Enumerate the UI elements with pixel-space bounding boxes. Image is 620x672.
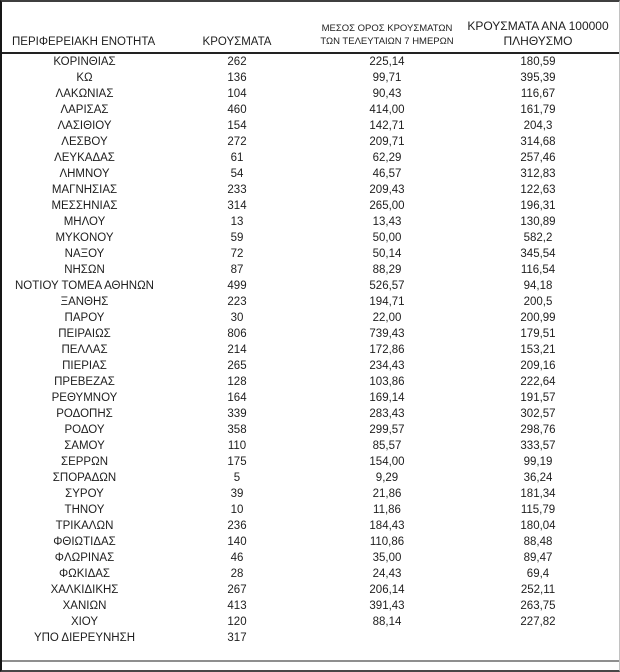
- table-row: [2, 230, 619, 246]
- table-cell: ΠΕΙΡΑΙΩΣ: [58, 328, 111, 340]
- table-cell: ΡΟΔΟΠΗΣ: [56, 408, 113, 420]
- table-cell: 30: [230, 312, 244, 324]
- table-cell: 739,43: [369, 328, 405, 340]
- table-cell: 209,16: [520, 360, 556, 372]
- table-cell: 209,71: [369, 136, 405, 148]
- table-cell: 21,86: [372, 488, 402, 500]
- table-cell: 200,99: [520, 312, 556, 324]
- column-header-avg-7day-line1: ΜΕΣΟΣ ΟΡΟΣ ΚΡΟΥΣΜΑΤΩΝ: [321, 23, 453, 34]
- table-cell: 89,47: [523, 552, 553, 564]
- table-cell: 142,71: [369, 120, 405, 132]
- table-cell: 94,18: [523, 280, 553, 292]
- table-cell: 99,71: [372, 72, 402, 84]
- table-cell: 333,57: [520, 440, 556, 452]
- table-cell: 13: [230, 216, 244, 228]
- table-cell: ΛΑΚΩΝΙΑΣ: [55, 88, 114, 100]
- table-cell: 50,00: [372, 232, 402, 244]
- table-cell: ΣΕΡΡΩΝ: [60, 456, 109, 468]
- table-cell: 262: [227, 56, 247, 68]
- table-row: [2, 246, 619, 262]
- column-header-avg-7day-line2: ΤΩΝ ΤΕΛΕΥΤΑΙΩΝ 7 ΗΜΕΡΩΝ: [320, 35, 454, 47]
- table-row: [2, 118, 619, 134]
- table-cell: ΞΑΝΘΗΣ: [60, 296, 109, 308]
- table-row: [2, 214, 619, 230]
- table-cell: 140: [227, 536, 247, 548]
- table-cell: 61: [230, 152, 244, 164]
- table-cell: 88,48: [523, 536, 553, 548]
- table-row: [2, 518, 619, 534]
- table-cell: 39: [230, 488, 244, 500]
- table-cell: 116,54: [520, 264, 556, 276]
- table-cell: ΜΕΣΣΗΝΙΑΣ: [51, 200, 118, 212]
- table-cell: ΡΟΔΟΥ: [64, 424, 105, 436]
- table-cell: 99,19: [523, 456, 553, 468]
- table-cell: 227,82: [520, 616, 556, 628]
- table-row: [2, 582, 619, 598]
- table-cell: 122,63: [520, 184, 556, 196]
- table-cell: 358: [227, 424, 247, 436]
- table-cell: 339: [227, 408, 247, 420]
- table-row: [2, 406, 619, 422]
- table-cell: 11,86: [373, 504, 401, 516]
- table-cell: 87: [230, 264, 244, 276]
- table-cell: 10: [230, 504, 244, 516]
- table-cell: 184,43: [369, 520, 405, 532]
- table-cell: 222,64: [520, 376, 556, 388]
- table-cell: ΣΥΡΟΥ: [65, 488, 104, 500]
- table-cell: 35,00: [372, 552, 402, 564]
- table-cell: 252,11: [520, 584, 556, 596]
- table-cell: 85,57: [372, 440, 402, 452]
- table-body: [2, 53, 619, 646]
- table-row: [2, 342, 619, 358]
- table-header-row: [2, 19, 619, 53]
- column-header-region: ΠΕΡΙΦΕΡΕΙΑΚΗ ΕΝΟΤΗΤΑ: [12, 36, 156, 48]
- table-cell: 59: [230, 232, 244, 244]
- table-cell: ΧΑΝΙΩΝ: [62, 600, 107, 612]
- table-cell: 413: [227, 600, 247, 612]
- table-cell: 526,57: [369, 280, 405, 292]
- table-cell: 130,89: [520, 216, 556, 228]
- table-cell: 391,43: [369, 600, 405, 612]
- table-row: [2, 502, 619, 518]
- table-cell: 104: [227, 88, 247, 100]
- table-cell: ΜΗΛΟΥ: [63, 216, 106, 228]
- column-header-per-100k: [467, 19, 619, 53]
- table-cell: 181,34: [520, 488, 556, 500]
- table-row: [2, 182, 619, 198]
- table-cell: 116,67: [520, 88, 556, 100]
- table-cell: 298,76: [520, 424, 556, 436]
- table-cell: 179,51: [520, 328, 556, 340]
- table-cell: 302,57: [520, 408, 556, 420]
- table-row: [2, 294, 619, 310]
- table-cell: 50,14: [372, 248, 402, 260]
- table-cell: 154: [227, 120, 247, 132]
- table-cell: 13,43: [372, 216, 402, 228]
- table-row: [2, 550, 619, 566]
- table-cell: 196,31: [520, 200, 556, 212]
- table-cell: ΚΟΡΙΝΘΙΑΣ: [53, 56, 116, 68]
- table-cell: 299,57: [369, 424, 405, 436]
- table-cell: ΛΕΣΒΟΥ: [61, 136, 108, 148]
- table-cell: 460: [227, 104, 247, 116]
- table-cell: ΦΩΚΙΔΑΣ: [58, 568, 111, 580]
- table-cell: ΝΟΤΙΟΥ ΤΟΜΕΑ ΑΘΗΝΩΝ: [15, 280, 154, 292]
- table-row: [2, 614, 619, 630]
- table-row: [2, 262, 619, 278]
- table-cell: 172,86: [369, 344, 405, 356]
- table-cell: [467, 630, 619, 646]
- table-cell: 257,46: [520, 152, 556, 164]
- table-cell: 22,00: [372, 312, 402, 324]
- table-cell: 110: [227, 440, 247, 452]
- table-cell: 194,71: [369, 296, 405, 308]
- table-cell: ΧΑΛΚΙΔΙΚΗΣ: [50, 584, 119, 596]
- table-cell: 110,86: [369, 536, 405, 548]
- table-cell: 62,29: [372, 152, 402, 164]
- table-row: [2, 598, 619, 614]
- table-cell: 414,00: [369, 104, 405, 116]
- table-cell: [307, 630, 467, 646]
- table-row: [2, 102, 619, 118]
- table-row: [2, 150, 619, 166]
- table-cell: ΠΕΛΛΑΣ: [61, 344, 108, 356]
- table-cell: 263,75: [520, 600, 556, 612]
- table-cell: 214: [227, 344, 247, 356]
- table-cell: 314,68: [520, 136, 556, 148]
- table-cell: 345,54: [520, 248, 556, 260]
- table-row: [2, 53, 619, 70]
- table-cell: ΝΑΞΟΥ: [64, 248, 105, 260]
- table-cell: 265: [227, 360, 247, 372]
- table-cell: 103,86: [369, 376, 405, 388]
- table-cell: ΛΗΜΝΟΥ: [59, 168, 110, 180]
- table-cell: ΠΙΕΡΙΑΣ: [62, 360, 107, 372]
- table-cell: ΠΡΕΒΕΖΑΣ: [54, 376, 115, 388]
- table-cell: ΧΙΟΥ: [70, 616, 99, 628]
- table-cell: 265,00: [369, 200, 405, 212]
- table-cell: 236: [227, 520, 247, 532]
- table-row: [2, 454, 619, 470]
- table-cell: 36,24: [523, 472, 553, 484]
- table-cell: 154,00: [369, 456, 405, 468]
- table-cell: ΥΠΟ ΔΙΕΡΕΥΝΗΣΗ: [33, 632, 136, 644]
- column-header-cases: ΚΡΟΥΣΜΑΤΑ: [202, 36, 272, 48]
- table-row: [2, 438, 619, 454]
- table-row: [2, 486, 619, 502]
- table-cell: 209,43: [369, 184, 405, 196]
- table-cell: 180,59: [520, 56, 556, 68]
- table-cell: 200,5: [523, 296, 553, 308]
- table-cell: 9,29: [375, 472, 399, 484]
- table-cell: ΣΑΜΟΥ: [64, 440, 105, 452]
- table-cell: 24,43: [372, 568, 402, 580]
- table-row: [2, 630, 619, 646]
- table-row: [2, 390, 619, 406]
- table-cell: ΡΕΘΥΜΝΟΥ: [51, 392, 118, 404]
- table-cell: 54: [230, 168, 244, 180]
- table-cell: ΚΩ: [76, 72, 93, 84]
- table-cell: 28: [230, 568, 244, 580]
- table-cell: 153,21: [520, 344, 556, 356]
- table-row: [2, 166, 619, 182]
- table-cell: 206,14: [369, 584, 405, 596]
- table-cell: ΜΑΓΝΗΣΙΑΣ: [51, 184, 118, 196]
- table-cell: 88,14: [372, 616, 402, 628]
- table-cell: 283,43: [369, 408, 405, 420]
- table-cell: 204,3: [523, 120, 553, 132]
- table-row: [2, 310, 619, 326]
- table-cell: ΠΑΡΟΥ: [64, 312, 105, 324]
- table-row: [2, 326, 619, 342]
- table-row: [2, 422, 619, 438]
- table-cell: 115,79: [520, 504, 556, 516]
- table-cell: 225,14: [369, 56, 405, 68]
- table-row: [2, 534, 619, 550]
- table-cell: 128: [227, 376, 247, 388]
- table-cell: ΛΑΣΙΘΙΟΥ: [57, 120, 112, 132]
- table-header: [2, 19, 619, 53]
- table-cell: ΛΑΡΙΣΑΣ: [60, 104, 109, 116]
- table-row: [2, 134, 619, 150]
- table-cell: ΦΘΙΩΤΙΔΑΣ: [53, 536, 116, 548]
- column-header-avg-7day: [307, 19, 467, 53]
- table-cell: ΜΥΚΟΝΟΥ: [55, 232, 114, 244]
- table-cell: ΛΕΥΚΑΔΑΣ: [54, 152, 115, 164]
- table-cell: 806: [227, 328, 247, 340]
- table-cell: 161,79: [520, 104, 556, 116]
- table-cell: 169,14: [369, 392, 405, 404]
- table-cell: 267: [227, 584, 247, 596]
- table-cell: ΤΗΝΟΥ: [64, 504, 105, 516]
- table-cell: 312,83: [520, 168, 556, 180]
- table-cell: ΣΠΟΡΑΔΩΝ: [52, 472, 117, 484]
- table-row: [2, 470, 619, 486]
- table-cell: 72: [230, 248, 244, 260]
- table-cell: 46: [230, 552, 244, 564]
- table-cell: ΝΗΣΩΝ: [64, 264, 105, 276]
- table-cell: 233: [227, 184, 247, 196]
- column-header-per-100k-line1: ΚΡΟΥΣΜΑΤΑ ΑΝΑ 100000: [467, 19, 609, 33]
- table-cell: ΦΛΩΡΙΝΑΣ: [54, 552, 115, 564]
- table-cell: 180,04: [520, 520, 556, 532]
- table-cell: 5: [233, 472, 241, 484]
- table-row: [2, 278, 619, 294]
- table-row: [2, 70, 619, 86]
- table-cell: 317: [227, 632, 247, 644]
- column-header-per-100k-line2: ΠΛΗΘΥΣΜΟ: [503, 33, 573, 48]
- table-cell: 120: [227, 616, 247, 628]
- table-cell: 164: [227, 392, 247, 404]
- table-bottom-rule: [2, 660, 619, 662]
- table-cell: 582,2: [523, 232, 553, 244]
- table-row: [2, 198, 619, 214]
- table-cell: 175: [227, 456, 247, 468]
- table-cell: 90,43: [372, 88, 402, 100]
- table-cell: 223: [227, 296, 247, 308]
- table-cell: 136: [227, 72, 247, 84]
- table-row: [2, 358, 619, 374]
- table-cell: ΤΡΙΚΑΛΩΝ: [55, 520, 114, 532]
- table-cell: 395,39: [520, 72, 556, 84]
- regional-cases-table: [2, 19, 619, 646]
- table-cell: 272: [227, 136, 247, 148]
- table-cell: 46,57: [372, 168, 402, 180]
- table-cell: 234,43: [369, 360, 405, 372]
- table-cell: 88,29: [372, 264, 402, 276]
- table-cell: 499: [227, 280, 247, 292]
- table-cell: 314: [227, 200, 247, 212]
- table-cell: 191,57: [520, 392, 556, 404]
- table-cell: 69,4: [526, 568, 550, 580]
- table-row: [2, 374, 619, 390]
- table-row: [2, 566, 619, 582]
- table-row: [2, 86, 619, 102]
